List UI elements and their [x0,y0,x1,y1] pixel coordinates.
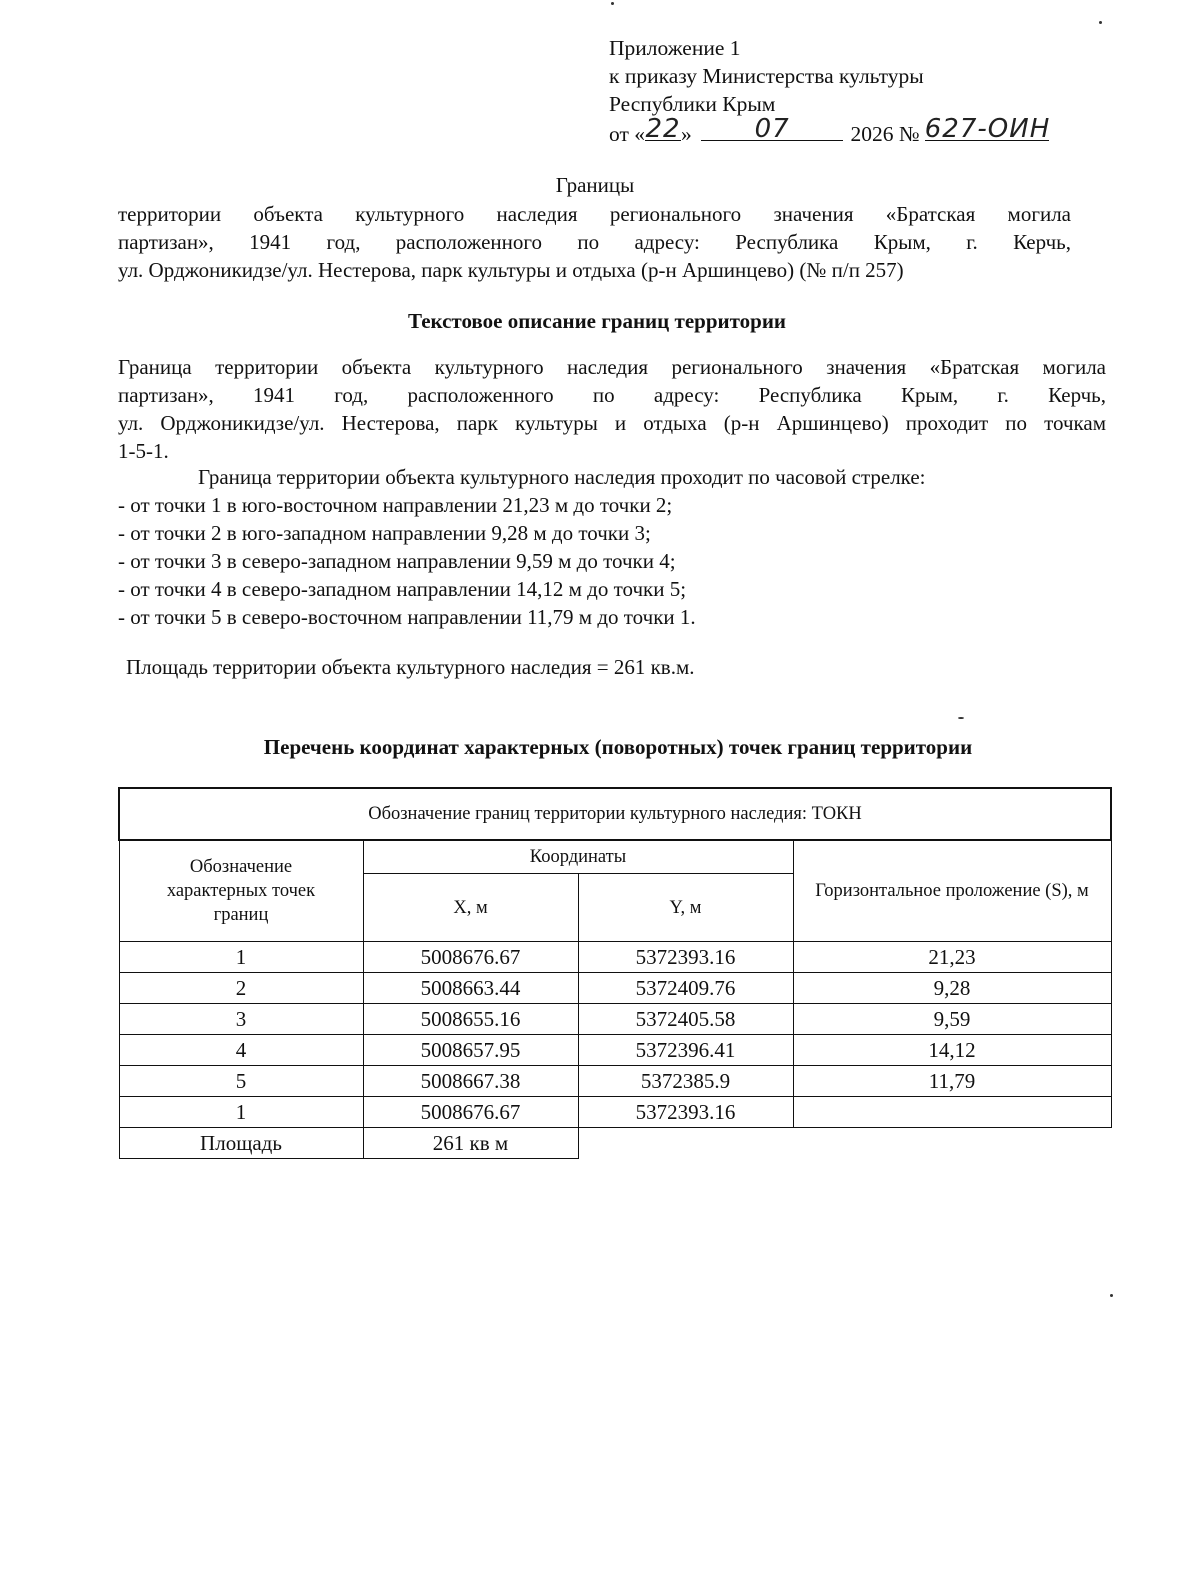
cell-y: 5372396.41 [578,1035,793,1066]
appendix-line-3: Республики Крым [609,92,776,116]
header-x: X, м [363,874,578,942]
cell-x: 5008655.16 [363,1004,578,1035]
appendix-block [609,34,1169,148]
description-line-4: 1-5-1. [118,439,169,463]
area-value: 261 кв м [363,1128,578,1159]
cell-point: 5 [119,1066,363,1097]
description-paragraph [118,353,1106,465]
scan-speck [1110,1294,1113,1297]
date-day-blank [645,114,681,144]
table-area-row [119,1128,1111,1159]
table-row [119,942,1111,973]
cell-x: 5008657.95 [363,1035,578,1066]
order-number-handwritten: 627-ОИН [924,114,1051,144]
date-year-number: 2026 № [850,122,920,146]
subtitle-line-1: территории объекта культурного наследия регионального значения «Братская могила [118,202,1071,226]
table-row [119,973,1111,1004]
cell-x: 5008676.67 [363,1097,578,1128]
area-statement: Площадь территории объекта культурного наследия = 261 кв.м. [126,655,695,679]
cell-s: 11,79 [793,1066,1111,1097]
route-step: - от точки 4 в северо-западном направлении 14,12 м до точки 5; [118,577,687,601]
cell-x: 5008667.38 [363,1066,578,1097]
cell-y: 5372409.76 [578,973,793,1004]
cell-y: 5372405.58 [578,1004,793,1035]
appendix-date-line [609,114,1169,148]
cell-point: 1 [119,1097,363,1128]
scan-speck [1099,21,1102,24]
scan-speck [611,2,614,5]
subtitle-line-3: ул. Орджоникидзе/ул. Нестерова, парк культуры и отдыха (р-н Аршинцево) (№ п/п 257) [118,258,904,282]
cell-s [793,1097,1111,1128]
table-row [119,1097,1111,1128]
coordinates-table [118,787,1112,1159]
table-row [119,1035,1111,1066]
cell-x: 5008663.44 [363,973,578,1004]
header-coordinates: Координаты [363,840,793,874]
route-step: - от точки 5 в северо-восточном направлении 11,79 м до точки 1. [118,605,696,629]
route-step: - от точки 3 в северо-западном направлении 9,59 м до точки 4; [118,549,676,573]
description-line-2: партизан», 1941 год, расположенного по адресу: Республика Крым, г. Керчь, [118,383,1106,407]
document-title: Границы [555,173,635,197]
table-caption: Обозначение границ территории культурного наследия: ТОКН [119,788,1111,840]
cell-point: 3 [119,1004,363,1035]
area-label: Площадь [119,1128,363,1159]
header-horizontal-distance: Горизонтальное проложение (S), м [793,840,1111,942]
table-row [119,1004,1111,1035]
appendix-line-1: Приложение 1 [609,36,741,60]
cell-point: 1 [119,942,363,973]
date-prefix: от « [609,122,645,146]
route-step: - от точки 1 в юго-восточном направлении 21,23 м до точки 2; [118,493,673,517]
date-day-handwritten: 22 [645,114,681,144]
cell-s: 9,59 [793,1004,1111,1035]
cell-s: 21,23 [793,942,1111,973]
cell-y: 5372393.16 [578,1097,793,1128]
cell-x: 5008676.67 [363,942,578,973]
cell-s: 9,28 [793,973,1111,1004]
date-month-blank [701,114,843,144]
date-month-handwritten: 07 [754,114,790,144]
description-line-1: Граница территории объекта культурного наследия регионального значения «Братская могила [118,355,1106,379]
route-step: - от точки 2 в юго-западном направлении 9,28 м до точки 3; [118,521,651,545]
description-line-3: ул. Орджоникидзе/ул. Нестерова, парк культуры и отдыха (р-н Аршинцево) проходит по точкам [118,411,1106,435]
cell-y: 5372385.9 [578,1066,793,1097]
header-point: Обозначение характерных точек границ [119,840,363,942]
route-intro: Граница территории объекта культурного наследия проходит по часовой стрелке: [198,465,926,489]
cell-s: 14,12 [793,1035,1111,1066]
empty-cell [793,1128,1111,1159]
subtitle-line-2: партизан», 1941 год, расположенного по адресу: Республика Крым, г. Керчь, [118,230,1071,254]
table-row [119,1066,1111,1097]
route-description [118,463,1118,631]
table-heading: Перечень координат характерных (поворотных) точек границ территории [263,735,973,759]
document-subtitle [118,200,1071,284]
empty-cell [578,1128,793,1159]
appendix-line-2: к приказу Министерства культуры [609,64,924,88]
order-number-blank [924,114,1051,144]
cell-y: 5372393.16 [578,942,793,973]
section-heading: Текстовое описание границ территории [407,309,787,333]
scan-speck [958,717,964,719]
cell-point: 4 [119,1035,363,1066]
header-y: Y, м [578,874,793,942]
cell-point: 2 [119,973,363,1004]
date-mid: » [681,122,692,146]
